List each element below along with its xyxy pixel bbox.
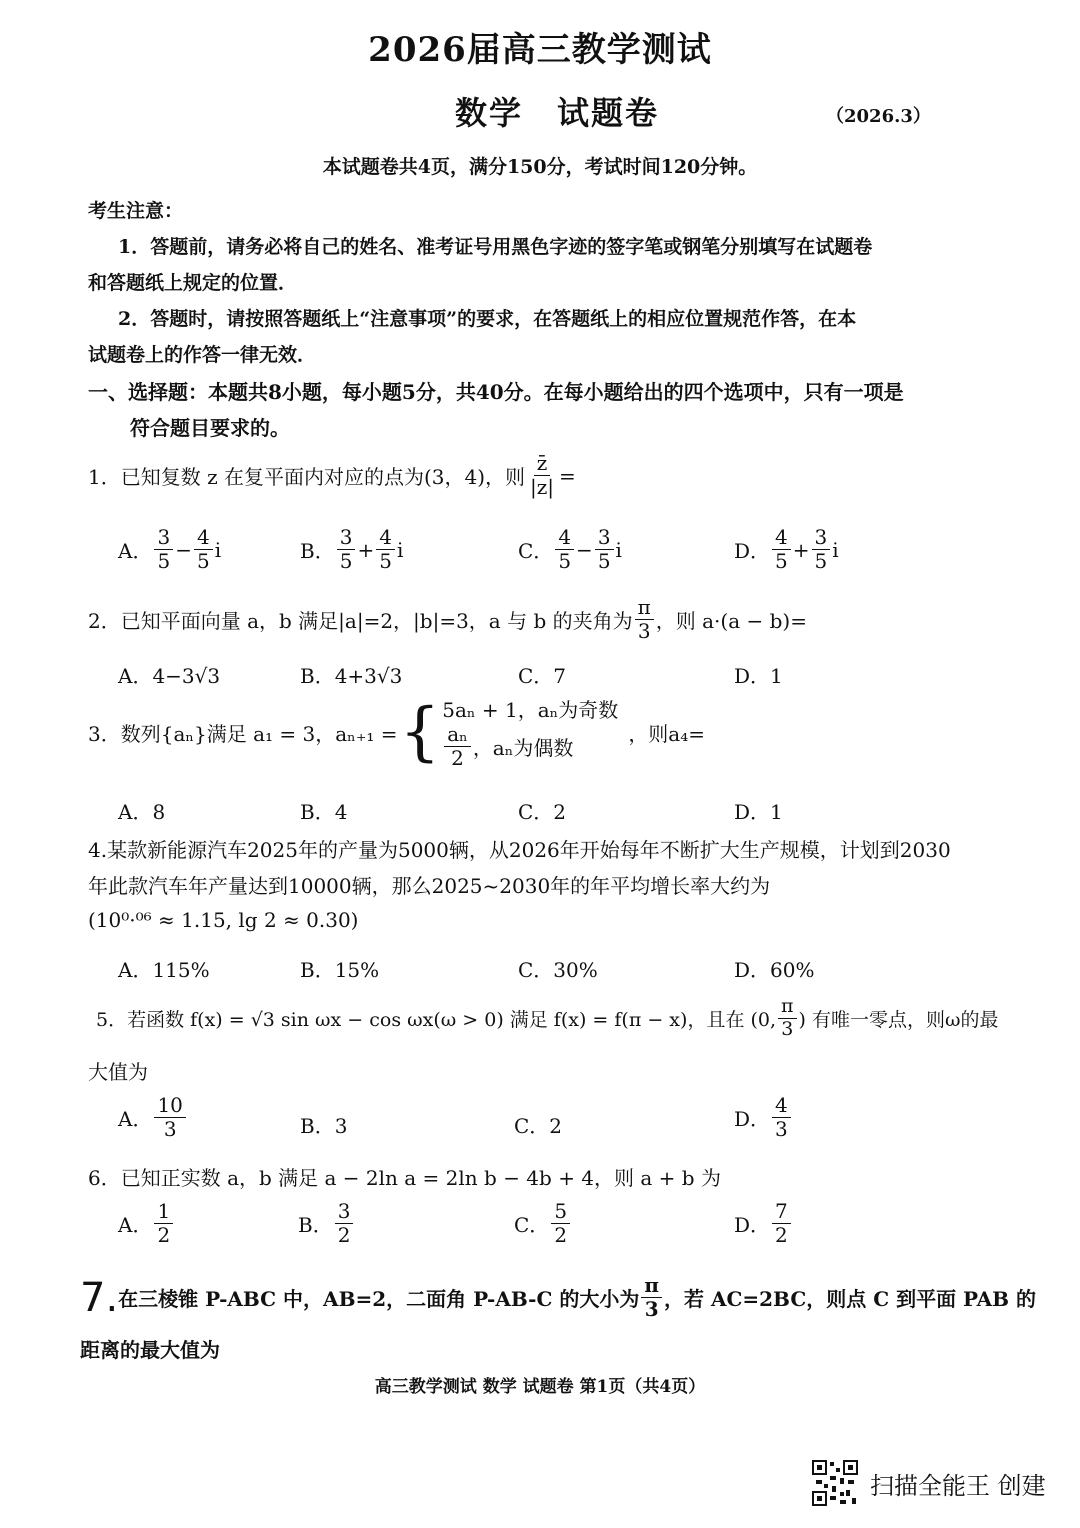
question-2-text: 2．已知平面向量 a，b 满足|a|=2，|b|=3，a 与 b 的夹角为 [88, 609, 633, 633]
frac-den: 5 [339, 549, 353, 573]
option-label: D． [734, 539, 771, 563]
section-1-heading-line-2: 符合题目要求的。 [130, 416, 290, 440]
question-3-option-c: C．2 [518, 800, 567, 824]
question-2-tail: ，则 a·(a − b)= [655, 609, 807, 633]
question-5-text: 5．若函数 f(x) = √3 sin ωx − cos ωx(ω > 0) 满足 f(x) = f(π − x)，且在 (0, [96, 1008, 777, 1031]
notice-heading: 考生注意： [88, 200, 184, 222]
question-3-option-b: B．4 [300, 800, 348, 824]
frac-den: 2 [451, 746, 464, 770]
question-3-cases [442, 694, 618, 770]
question-7-number: 7. [80, 1274, 119, 1321]
frac-den: 5 [775, 549, 788, 573]
question-3-tail: ，则a₄= [628, 721, 706, 746]
option-label: C． [514, 1213, 550, 1237]
question-7-text: 在三棱锥 P-ABC 中，AB=2，二面角 P-AB-C 的大小为 [118, 1287, 640, 1311]
notice-item-1-line-1: 1．答题前，请务必将自己的姓名、准考证号用黑色字迹的签字笔或钢笔分别填写在试题卷 [118, 236, 873, 258]
exam-intro: 本试题卷共4页，满分150分，考试时间120分钟。 [322, 156, 758, 178]
option-label: B． [300, 539, 335, 563]
frac-num: 4 [772, 1094, 791, 1118]
question-7-line-2: 距离的最大值为 [80, 1338, 220, 1362]
frac-num: 3 [154, 526, 173, 550]
frac-num: 4 [194, 526, 213, 550]
frac-den: 2 [775, 1223, 788, 1247]
frac-num: 4 [772, 526, 791, 550]
frac-den: 5 [814, 549, 828, 573]
question-3-option-d: D．1 [734, 800, 783, 824]
imaginary-unit: i [832, 537, 839, 562]
frac-den: 5 [196, 549, 210, 573]
question-5-option-b: B．3 [300, 1114, 348, 1138]
frac-num: π [635, 596, 654, 620]
question-5-stem [96, 996, 998, 1041]
exam-date: （2026.3） [826, 106, 931, 127]
option-label: D． [734, 1107, 771, 1131]
question-3-text: 3．数列{aₙ}满足 a₁ = 3，aₙ₊₁ = [88, 721, 398, 746]
question-3-case-2 [442, 723, 618, 770]
frac-num: 10 [154, 1094, 185, 1118]
question-4-option-a: A．115% [118, 958, 210, 982]
question-6-stem: 6．已知正实数 a，b 满足 a − 2ln a = 2ln b − 4b + 4，则 a + b 为 [88, 1166, 721, 1190]
question-7-tail: ，若 AC=2BC，则点 C 到平面 PAB 的 [663, 1287, 1037, 1311]
question-1-option-c [518, 526, 622, 573]
frac-num: 1 [154, 1200, 173, 1224]
section-1-heading: 一、选择题：本题共8小题，每小题5分，共40分。在每小题给出的四个选项中，只有一项是 [88, 380, 904, 404]
question-6-option-a [118, 1200, 175, 1247]
frac-num: 3 [812, 526, 831, 550]
question-1-option-d [734, 526, 839, 573]
question-5-option-a [118, 1094, 188, 1141]
notice-item-2-line-1: 2．答题时，请按照答题纸上“注意事项”的要求，在答题纸上的相应位置规范作答，在本 [118, 308, 857, 330]
imaginary-unit: i [396, 537, 404, 562]
question-4-line-3: (10⁰·⁰⁶ ≈ 1.15, lg 2 ≈ 0.30) [88, 908, 359, 932]
question-1-frac-den: |z| [530, 475, 555, 499]
frac-den: 3 [644, 1297, 659, 1321]
question-1-fraction [527, 452, 557, 499]
question-4-line-1: 4.某款新能源汽车2025年的产量为5000辆，从2026年开始每年不断扩大生产规模，计划到2030 [88, 838, 951, 862]
option-label: C． [518, 539, 554, 563]
question-1-tail: = [559, 463, 576, 488]
question-6-option-c [514, 1200, 572, 1247]
question-3-option-a: A．8 [118, 800, 166, 824]
frac-den: 3 [781, 1017, 794, 1040]
operator: + [357, 537, 375, 562]
frac-num: 4 [555, 526, 574, 550]
question-4-option-d: D．60% [734, 958, 815, 982]
frac-den: 5 [157, 549, 171, 573]
question-3-case-1: 5aₙ + 1，aₙ为奇数 [442, 698, 619, 722]
imaginary-unit: i [615, 537, 622, 562]
qr-code-icon [812, 1460, 858, 1506]
frac-num: 3 [337, 526, 356, 550]
frac-den: 3 [163, 1117, 177, 1141]
frac-num: π [641, 1274, 662, 1298]
option-label: A． [118, 539, 153, 563]
question-2-stem [88, 596, 807, 643]
watermark-text: 扫描全能王 创建 [870, 1472, 1046, 1500]
notice-item-1-line-2: 和答题纸上规定的位置． [88, 272, 298, 294]
question-5-tail: ) 有唯一零点，则ω的最 [798, 1008, 999, 1031]
question-2-option-b: B．4+3√3 [300, 664, 403, 688]
notice-item-2-line-2: 试题卷上的作答一律无效． [88, 344, 317, 366]
frac-num: 7 [772, 1200, 791, 1224]
question-7-stem [80, 1274, 1036, 1321]
option-label: A． [118, 1213, 153, 1237]
question-4-line-2: 年此款汽车年产量达到10000辆，那么2025~2030年的年平均增长率大约为 [88, 874, 771, 898]
frac-den: 2 [337, 1223, 351, 1247]
exam-subtitle: 数学 试题卷 [455, 94, 660, 132]
question-4-option-b: B．15% [300, 958, 380, 982]
frac-den: 2 [554, 1223, 568, 1247]
exam-title: 2026届高三教学测试 [368, 30, 712, 70]
operator: − [576, 537, 593, 562]
question-1-frac-num: z̄ [534, 452, 551, 476]
page-footer: 高三教学测试 数学 试题卷 第1页（共4页） [374, 1377, 706, 1397]
question-5-option-c: C．2 [514, 1114, 563, 1138]
question-5-option-d [734, 1094, 793, 1141]
question-6-option-b [298, 1200, 355, 1247]
frac-den: 5 [379, 549, 392, 573]
question-6-option-d [734, 1200, 793, 1247]
question-1-option-a [118, 526, 221, 573]
question-5-line-2: 大值为 [88, 1060, 148, 1084]
option-label: D． [734, 1213, 771, 1237]
case-2-tail: ，aₙ为偶数 [472, 736, 574, 760]
frac-num: 4 [376, 526, 395, 550]
question-1-stem [88, 452, 576, 499]
operator: − [175, 537, 192, 562]
question-2-option-d: D．1 [734, 664, 783, 688]
frac-den: 5 [558, 549, 572, 573]
question-3-stem [88, 694, 705, 770]
frac-num: 3 [335, 1200, 354, 1224]
frac-num: π [778, 996, 797, 1019]
frac-den: 3 [775, 1117, 788, 1141]
question-2-option-c: C．7 [518, 664, 567, 688]
question-1-text: 1．已知复数 z 在复平面内对应的点为(3，4)，则 [88, 465, 526, 489]
imaginary-unit: i [214, 537, 222, 562]
frac-den: 2 [157, 1223, 171, 1247]
frac-num: 5 [551, 1200, 570, 1224]
brace-icon: { [399, 695, 441, 769]
operator: + [792, 537, 810, 562]
frac-den: 5 [597, 549, 611, 573]
question-4-option-c: C．30% [518, 958, 598, 982]
question-1-option-b [300, 526, 403, 573]
option-label: A． [118, 1107, 153, 1131]
frac-num: 3 [595, 526, 614, 550]
question-2-option-a: A．4−3√3 [118, 664, 221, 688]
frac-den: 3 [637, 619, 651, 643]
frac-num: aₙ [444, 723, 471, 747]
option-label: B． [298, 1213, 333, 1237]
